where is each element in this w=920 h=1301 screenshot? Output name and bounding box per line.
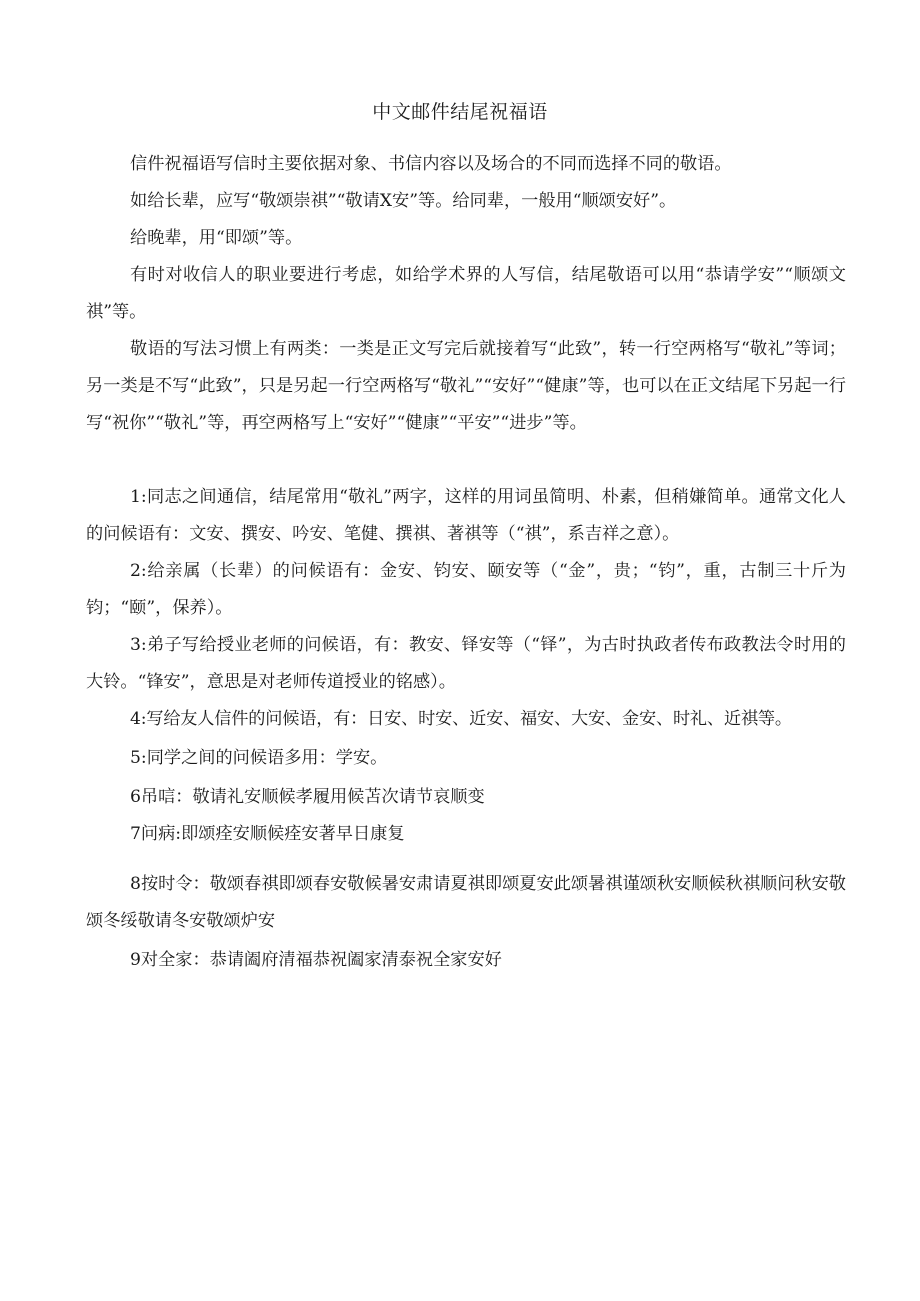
paragraph-item-5: 5:同学之间的问候语多用：学安。 xyxy=(130,748,388,768)
paragraph-item-9: 9对全家：恭请阖府清福恭祝阖家清泰祝全家安好 xyxy=(130,950,502,970)
paragraph-item-3: 3:弟子写给授业老师的问候语，有：教安、铎安等（“铎”，为古时执政者传布政教法令时用的大铃。“锋安”，意思是对老师传道授业的铭感）。 xyxy=(86,635,846,692)
paragraph-item-1: 1:同志之间通信，结尾常用“敬礼”两字，这样的用词虽简明、朴素，但稍嫌简单。通常文化人的问候语有：文安、撰安、吟安、笔健、撰祺、著祺等（“祺”，系吉祥之意）。 xyxy=(86,487,846,544)
paragraph-item-4: 4:写给友人信件的问候语，有：日安、时安、近安、福安、大安、金安、时礼、近祺等。 xyxy=(130,709,792,729)
paragraph-item-7: 7问病:即颂痊安顺候痊安著早日康复 xyxy=(130,824,405,844)
paragraph-elders: 如给长辈，应写“敬颂崇祺”“敬请X安”等。给同辈，一般用“顺颂安好”。 xyxy=(130,191,677,211)
paragraph-juniors: 给晚辈，用“即颂”等。 xyxy=(130,228,303,248)
paragraph-item-2: 2:给亲属（长辈）的问候语有：金安、钧安、颐安等（“金”，贵；“钧”，重，古制三十斤为钧；“颐”，保养）。 xyxy=(86,561,846,618)
paragraph-profession: 有时对收信人的职业要进行考虑，如给学术界的人写信，结尾敬语可以用“恭请学安”“顺颂文祺”等。 xyxy=(86,265,846,322)
document-title: 中文邮件结尾祝福语 xyxy=(372,101,548,123)
paragraph-writing-habits: 敬语的写法习惯上有两类：一类是正文写完后就接着写“此致”，转一行空两格写“敬礼”等词；另一类是不写“此致”，只是另起一行空两格写“敬礼”“安好”“健康”等，也可以在正文结尾下另起一行写“祝你”“敬礼”等，再空两格写上“安好”“健康”“平安”“进步”等。 xyxy=(86,339,846,433)
paragraph-item-8: 8按时令：敬颂春祺即颂春安敬候暑安肃请夏祺即颂夏安此颂暑祺谨颂秋安顺候秋祺顺问秋安敬颂冬绥敬请冬安敬颂炉安 xyxy=(86,874,846,931)
paragraph-intro: 信件祝福语写信时主要依据对象、书信内容以及场合的不同而选择不同的敬语。 xyxy=(130,154,732,174)
paragraph-item-6: 6吊唁：敬请礼安顺候孝履用候苫次请节哀顺变 xyxy=(130,787,485,807)
